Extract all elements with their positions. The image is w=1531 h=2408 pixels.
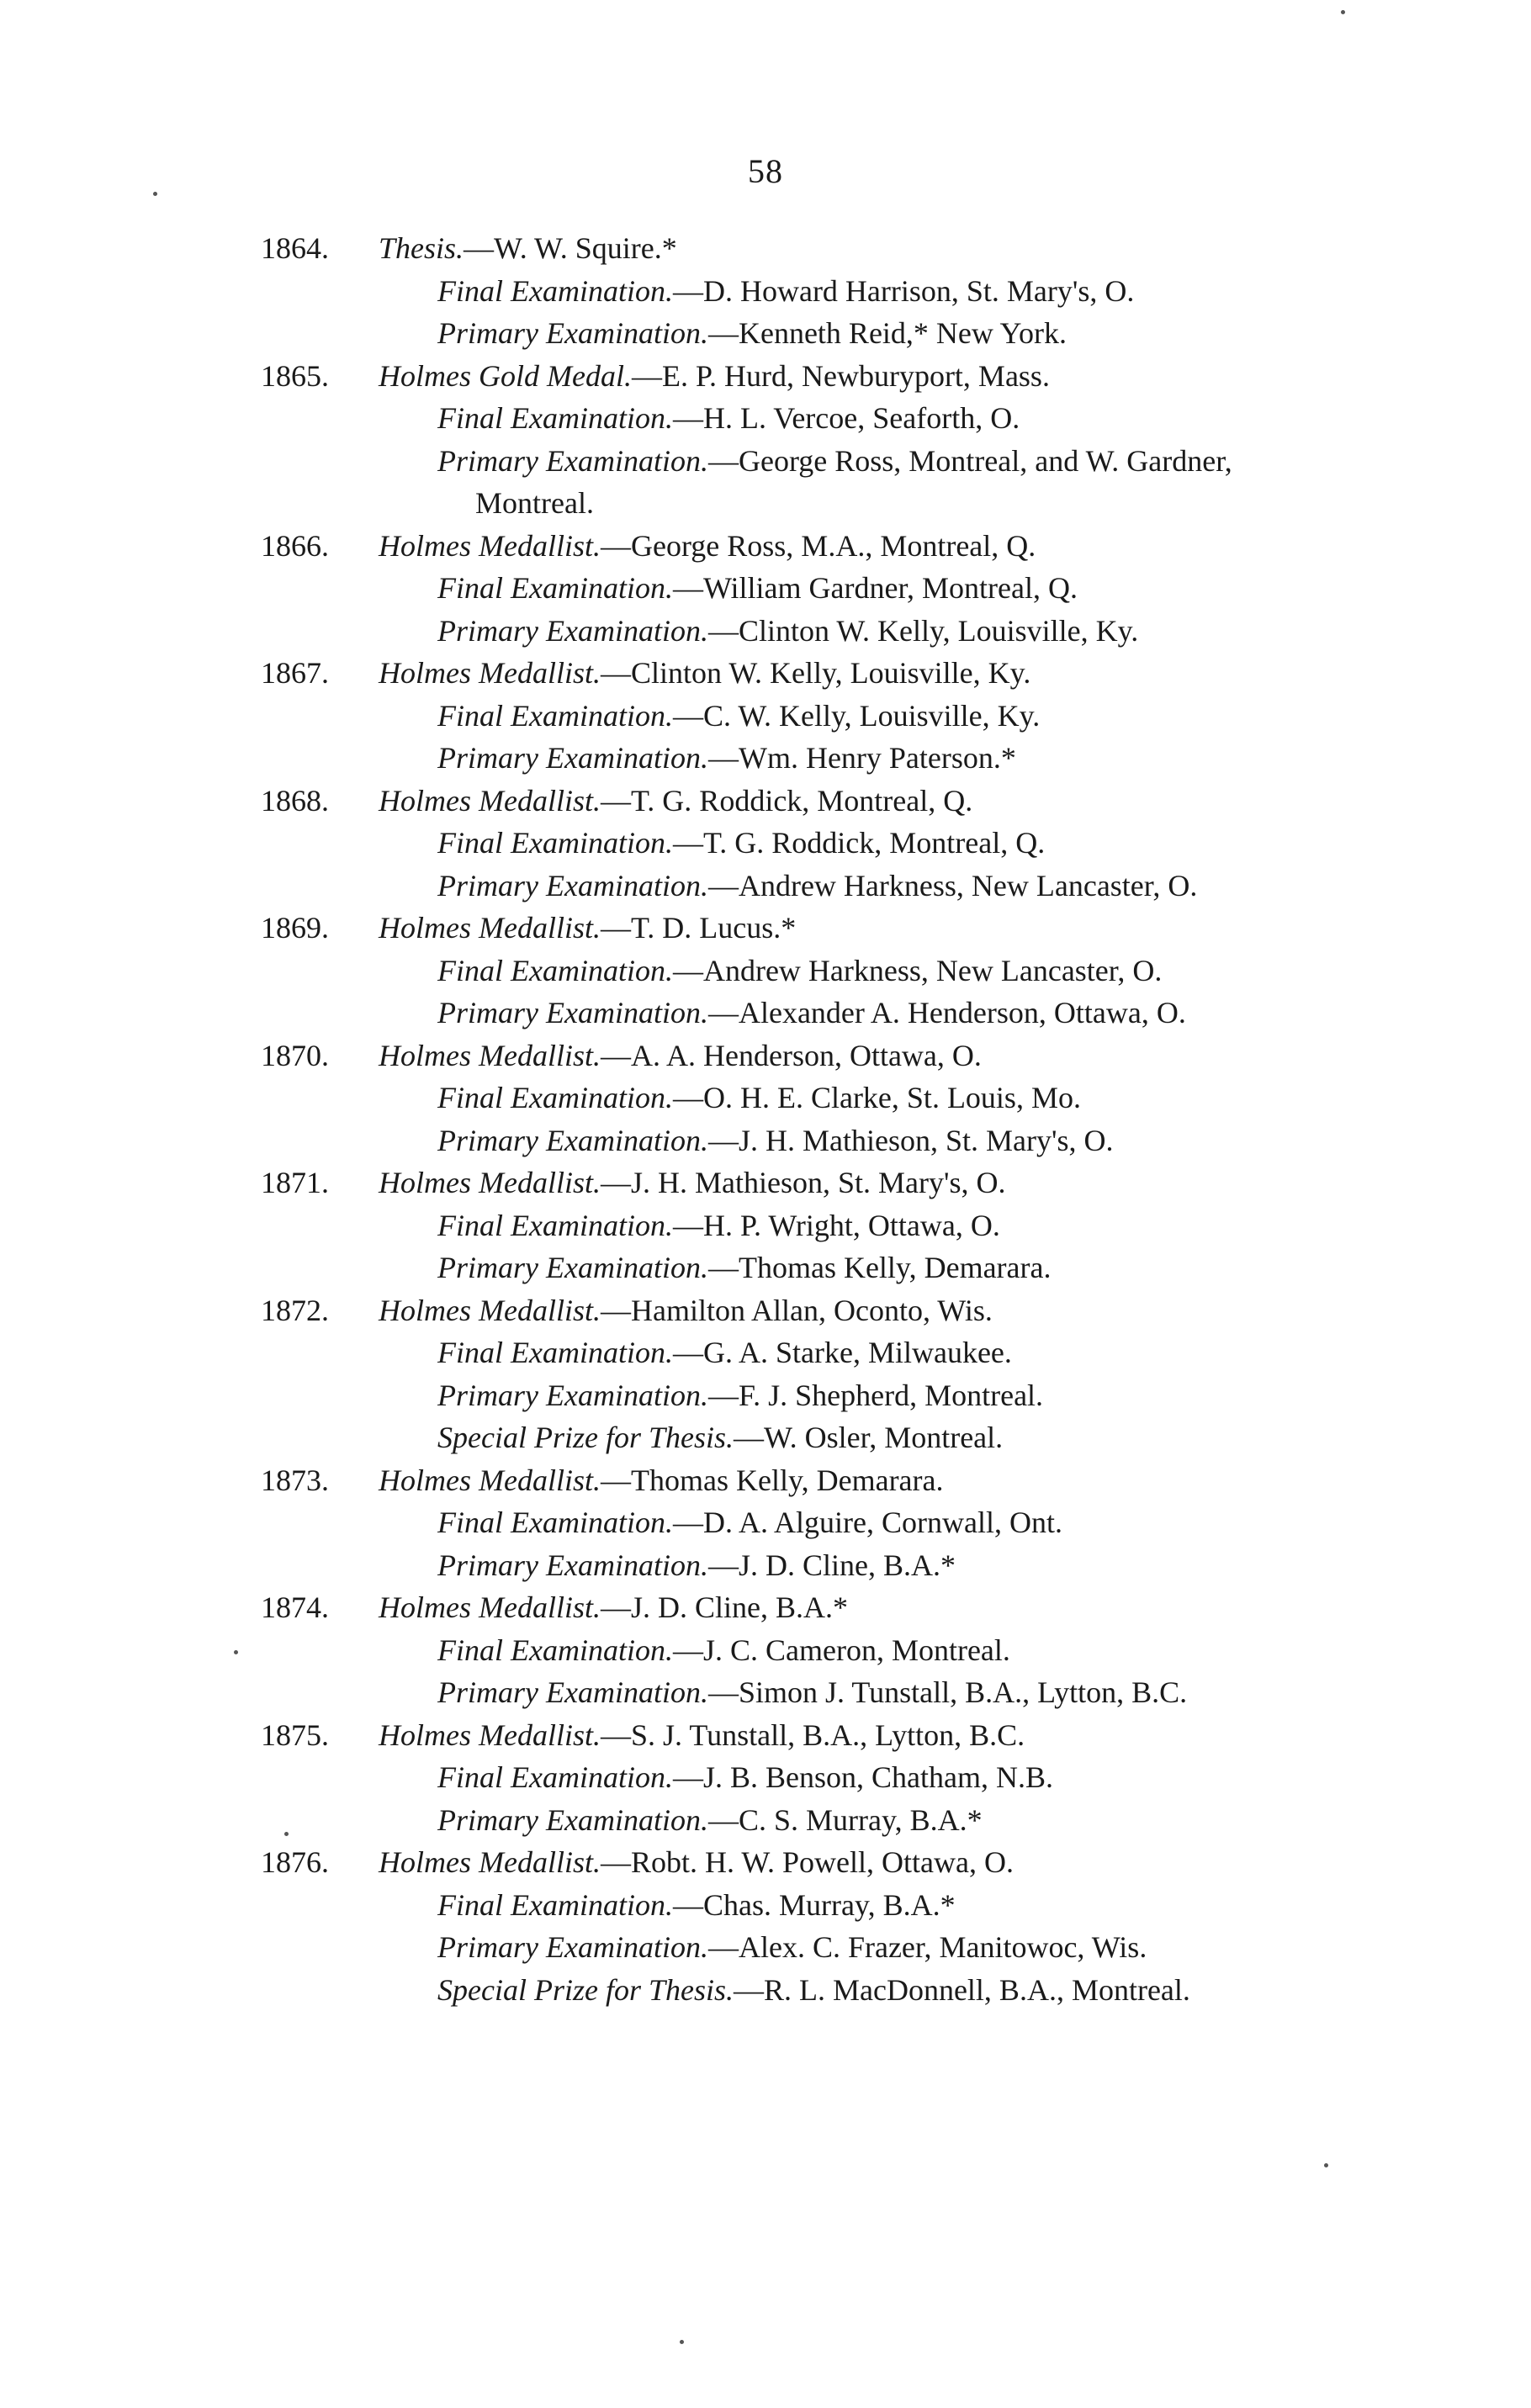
recipient-text: —George Ross, M.A., Montreal, Q. <box>600 528 1036 563</box>
award-title: Primary Examination. <box>437 996 708 1029</box>
award-line <box>261 1714 1405 1757</box>
award-title: Holmes Medallist. <box>379 1166 601 1199</box>
recipient-text: —H. P. Wright, Ottawa, O. <box>672 1208 1000 1242</box>
recipient-text: —J. H. Mathieson, St. Mary's, O. <box>600 1166 1006 1199</box>
award-title: Holmes Medallist. <box>379 783 601 818</box>
recipient-text: —G. A. Starke, Milwaukee. <box>672 1336 1012 1369</box>
award-line <box>261 1289 1405 1332</box>
recipient-text: —Simon J. Tunstall, B.A., Lytton, B.C. <box>707 1675 1188 1709</box>
year-label: 1864. <box>261 231 329 265</box>
recipient-text: —D. Howard Harrison, St. Mary's, O. <box>672 273 1135 308</box>
recipient-text: —T. G. Roddick, Montreal, Q. <box>672 826 1046 860</box>
scan-speck <box>153 192 157 196</box>
year-entry <box>261 780 1405 908</box>
award-line <box>261 1671 1405 1714</box>
award-title: Final Examination. <box>437 1633 673 1667</box>
award-title: Holmes Medallist. <box>379 1717 601 1752</box>
award-title: Primary Examination. <box>437 1675 708 1709</box>
recipient-continuation: Montreal. <box>475 486 594 520</box>
award-title: Final Examination. <box>437 401 673 435</box>
award-title: Special Prize for Thesis. <box>437 1972 734 2007</box>
year-label: 1872. <box>261 1293 329 1327</box>
award-line <box>261 822 1405 865</box>
award-line <box>261 865 1405 908</box>
award-line <box>261 1416 1405 1459</box>
award-line <box>261 1799 1405 1842</box>
year-entry <box>261 1289 1405 1459</box>
recipient-text: —J. D. Cline, B.A.* <box>600 1590 848 1624</box>
award-title: Primary Examination. <box>437 1548 708 1582</box>
award-line <box>261 1204 1405 1247</box>
year-label: 1867. <box>261 656 329 690</box>
award-line <box>261 397 1405 440</box>
recipient-text: —Chas. Murray, B.A.* <box>672 1887 956 1922</box>
recipient-text: —C. W. Kelly, Louisville, Ky. <box>672 698 1041 733</box>
award-line <box>261 1629 1405 1672</box>
award-title: Holmes Gold Medal. <box>379 358 632 393</box>
award-title: Primary Examination. <box>437 1251 708 1284</box>
prize-list <box>261 227 1405 2011</box>
award-line <box>261 525 1405 568</box>
award-title: Holmes Medallist. <box>379 656 601 690</box>
recipient-text: —Thomas Kelly, Demarara. <box>707 1251 1052 1284</box>
year-entry <box>261 907 1405 1035</box>
recipient-text: —Kenneth Reid,* New York. <box>707 316 1067 350</box>
recipient-text: —Andrew Harkness, New Lancaster, O. <box>672 953 1163 987</box>
year-entry <box>261 355 1405 525</box>
award-line <box>261 1077 1405 1119</box>
award-line <box>261 737 1405 780</box>
recipient-text: —Andrew Harkness, New Lancaster, O. <box>707 868 1198 902</box>
award-title: Primary Examination. <box>437 613 708 648</box>
award-line <box>261 355 1405 398</box>
recipient-text: —Clinton W. Kelly, Louisville, Ky. <box>707 613 1139 648</box>
recipient-text: —Alex. C. Frazer, Manitowoc, Wis. <box>707 1930 1147 1964</box>
recipient-text: —Clinton W. Kelly, Louisville, Ky. <box>600 656 1031 690</box>
scan-speck <box>284 1832 289 1836</box>
award-title: Holmes Medallist. <box>379 911 601 945</box>
award-title: Special Prize for Thesis. <box>437 1421 734 1454</box>
recipient-text: —C. S. Murray, B.A.* <box>707 1802 983 1837</box>
award-line <box>261 992 1405 1035</box>
award-title: Final Examination. <box>437 273 673 308</box>
award-title: Primary Examination. <box>437 1802 708 1837</box>
award-title: Final Examination. <box>437 1208 673 1242</box>
award-line <box>261 1544 1405 1587</box>
award-line <box>261 270 1405 313</box>
award-line <box>261 1331 1405 1374</box>
award-line <box>261 1035 1405 1077</box>
year-label: 1866. <box>261 528 329 563</box>
recipient-text: —Hamilton Allan, Oconto, Wis. <box>600 1293 993 1327</box>
award-line <box>261 567 1405 610</box>
award-title: Final Examination. <box>437 698 673 733</box>
scan-speck <box>1324 2163 1328 2167</box>
recipient-text: —W. Osler, Montreal. <box>733 1421 1004 1454</box>
recipient-text: —H. L. Vercoe, Seaforth, O. <box>672 401 1020 435</box>
year-label: 1865. <box>261 358 329 393</box>
award-line <box>261 907 1405 950</box>
recipient-text: —George Ross, Montreal, and W. Gardner, <box>707 443 1232 478</box>
recipient-text: —E. P. Hurd, Newburyport, Mass. <box>631 358 1050 393</box>
award-title: Primary Examination. <box>437 443 708 478</box>
recipient-text: —R. L. MacDonnell, B.A., Montreal. <box>733 1972 1190 2007</box>
award-title: Final Examination. <box>437 571 673 605</box>
award-line <box>261 1926 1405 1969</box>
award-title: Primary Examination. <box>437 1930 708 1964</box>
page-number: 58 <box>748 152 783 190</box>
year-entry <box>261 652 1405 780</box>
recipient-text: —D. A. Alguire, Cornwall, Ont. <box>672 1506 1062 1539</box>
award-line <box>261 1162 1405 1204</box>
award-title: Thesis. <box>379 231 464 265</box>
year-label: 1869. <box>261 911 329 945</box>
scan-speck <box>680 2340 684 2344</box>
recipient-text: —J. B. Benson, Chatham, N.B. <box>672 1760 1053 1794</box>
award-line <box>261 1884 1405 1927</box>
award-line <box>261 1119 1405 1162</box>
year-entry <box>261 1586 1405 1714</box>
award-line <box>261 695 1405 738</box>
award-title: Final Examination. <box>437 1887 673 1922</box>
recipient-text: —Alexander A. Henderson, Ottawa, O. <box>707 996 1186 1029</box>
award-title: Primary Examination. <box>437 868 708 902</box>
award-line <box>261 950 1405 992</box>
recipient-text: —Thomas Kelly, Demarara. <box>600 1463 944 1497</box>
award-line <box>261 1459 1405 1502</box>
year-label: 1868. <box>261 783 329 818</box>
recipient-text: —A. A. Henderson, Ottawa, O. <box>600 1038 982 1072</box>
award-title: Final Examination. <box>437 826 673 860</box>
year-entry <box>261 227 1405 355</box>
year-label: 1875. <box>261 1717 329 1752</box>
award-title: Primary Examination. <box>437 1378 708 1412</box>
scan-speck <box>234 1650 238 1654</box>
recipient-text: —Wm. Henry Paterson.* <box>707 741 1016 775</box>
award-title: Final Examination. <box>437 953 673 987</box>
award-title: Final Examination. <box>437 1760 673 1794</box>
award-line <box>261 227 1405 270</box>
award-title: Holmes Medallist. <box>379 528 601 563</box>
year-label: 1876. <box>261 1845 329 1879</box>
award-title: Final Examination. <box>437 1506 673 1539</box>
year-label: 1870. <box>261 1038 329 1072</box>
year-entry <box>261 1714 1405 1842</box>
award-line <box>261 440 1405 483</box>
recipient-text: —T. G. Roddick, Montreal, Q. <box>600 783 973 818</box>
scan-speck <box>1341 10 1345 14</box>
award-line <box>261 1841 1405 1884</box>
award-line <box>261 1374 1405 1417</box>
award-title: Primary Examination. <box>437 316 708 350</box>
year-label: 1871. <box>261 1166 329 1199</box>
award-line <box>261 1246 1405 1289</box>
recipient-text: —T. D. Lucus.* <box>600 911 797 945</box>
award-line <box>261 1501 1405 1544</box>
recipient-text: —Robt. H. W. Powell, Ottawa, O. <box>600 1845 1014 1879</box>
award-title: Holmes Medallist. <box>379 1038 601 1072</box>
award-line <box>261 1756 1405 1799</box>
recipient-text: —S. J. Tunstall, B.A., Lytton, B.C. <box>600 1717 1025 1752</box>
year-entry <box>261 525 1405 653</box>
year-label: 1874. <box>261 1590 329 1624</box>
recipient-text: —W. W. Squire.* <box>464 231 677 265</box>
recipient-text: —J. C. Cameron, Montreal. <box>672 1633 1010 1667</box>
award-line <box>261 610 1405 653</box>
award-title: Holmes Medallist. <box>379 1463 601 1497</box>
award-title: Primary Examination. <box>437 741 708 775</box>
award-title: Final Examination. <box>437 1081 673 1114</box>
year-entry <box>261 1035 1405 1162</box>
year-label: 1873. <box>261 1463 329 1497</box>
recipient-text: —J. H. Mathieson, St. Mary's, O. <box>707 1123 1114 1157</box>
award-title: Holmes Medallist. <box>379 1590 601 1624</box>
award-title: Holmes Medallist. <box>379 1845 601 1879</box>
year-entry <box>261 1162 1405 1289</box>
award-title: Final Examination. <box>437 1336 673 1369</box>
award-line <box>261 652 1405 695</box>
recipient-text: —J. D. Cline, B.A.* <box>707 1548 956 1582</box>
recipient-text: —William Gardner, Montreal, Q. <box>672 571 1078 605</box>
award-line <box>261 312 1405 355</box>
award-title: Primary Examination. <box>437 1123 708 1157</box>
year-entry <box>261 1841 1405 2011</box>
award-line <box>261 780 1405 823</box>
recipient-text: —O. H. E. Clarke, St. Louis, Mo. <box>672 1081 1081 1114</box>
recipient-text: —F. J. Shepherd, Montreal. <box>707 1378 1044 1412</box>
year-entry <box>261 1459 1405 1587</box>
award-title: Holmes Medallist. <box>379 1293 601 1327</box>
award-line <box>261 1586 1405 1629</box>
award-line <box>261 1969 1405 2012</box>
